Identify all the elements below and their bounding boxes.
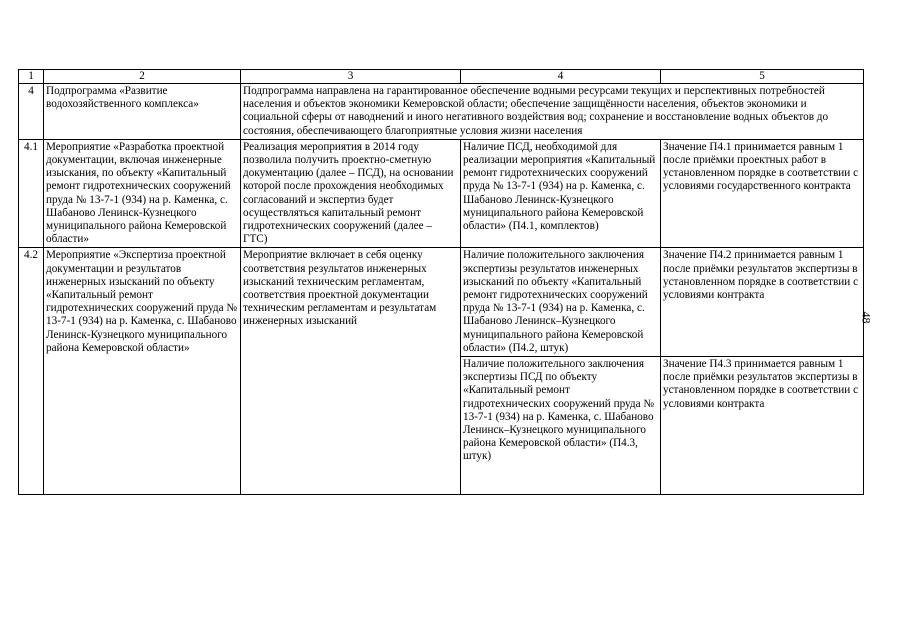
row-indicator: Наличие положительного заключения экспертизы ПСД по объекту «Капитальный ремонт гидротехнических сооружений пруда № 13-7-1 (934) на р. Каменка, с. Шабаново Ленинск–Кузнецкого муниципального района Кемеровской области» (П4.3, штук) (461, 357, 661, 495)
table-row (19, 84, 864, 140)
header-col-3: 3 (241, 70, 461, 84)
row-value: Значение П4.3 принимается равным 1 после приёмки результатов экспертизы в установленном порядке в соответствии с условиями контракта (661, 357, 864, 495)
header-col-5: 5 (661, 70, 864, 84)
row-indicator: Наличие положительного заключения экспертизы результатов инженерных изысканий по объекту «Капитальный ремонт гидротехнических сооружений пруда № 13-7-1 (934) на р. Каменка, с. Шабаново Ленинск–Кузнецкого муниципального района Кемеровской области» (П4.2, штук) (461, 248, 661, 357)
row-name: Мероприятие «Экспертиза проектной документации и результатов инженерных изысканий по объекту «Капитальный ремонт гидротехнических сооружений пруда № 13-7-1 (934) на р. Каменка, с. Шабаново Ленинск-Кузнецкого муниципального района Кемеровской области» (44, 248, 241, 495)
program-table (18, 69, 864, 495)
header-row (19, 70, 864, 84)
row-number: 4.2 (19, 248, 44, 495)
row-description: Мероприятие включает в себя оценку соответствия результатов инженерных изысканий техническим регламентам, соответствия проектной документации техническим регламентам и результатам инженерных изысканий (241, 248, 461, 495)
table-row (19, 248, 864, 357)
row-number: 4.1 (19, 139, 44, 248)
header-col-1: 1 (19, 70, 44, 84)
row-value: Значение П4.1 принимается равным 1 после приёмки проектных работ в установленном порядке в соответствии с условиями государственного контракта (661, 139, 864, 248)
table-row (19, 139, 864, 248)
row-description: Подпрограмма направлена на гарантированное обеспечение водными ресурсами текущих и перспективных потребностей населения и объектов экономики Кемеровской области; обеспечение защищённости населения, объектов экономики и социальной сферы от наводнений и иного негативного воздействия вод; сохранение и восстановление водных объектов до состояния, обеспечивающего благоприятные условия жизни населения (241, 84, 864, 140)
row-description: Реализация мероприятия в 2014 году позволила получить проектно-сметную документацию (далее – ПСД), на основании которой после прохождения необходимых согласований и экспертиз будет осуществляться капитальный ремонт гидротехнических сооружений (далее – ГТС) (241, 139, 461, 248)
header-col-2: 2 (44, 70, 241, 84)
page-number: 48 (859, 311, 874, 324)
row-indicator: Наличие ПСД, необходимой для реализации мероприятия «Капитальный ремонт гидротехнических сооружений пруда № 13-7-1 (934) на р. Каменка, с. Шабаново Ленинск-Кузнецкого муниципального района Кемеровской области» (П4.1, комплектов) (461, 139, 661, 248)
row-name: Подпрограмма «Развитие водохозяйственного комплекса» (44, 84, 241, 140)
row-number: 4 (19, 84, 44, 140)
row-name: Мероприятие «Разработка проектной документации, включая инженерные изыскания, по объекту «Капитальный ремонт гидротехнических сооружений пруда № 13-7-1 (934) на р. Каменка, с. Шабаново Ленинск-Кузнецкого муниципального района Кемеровской области» (44, 139, 241, 248)
header-col-4: 4 (461, 70, 661, 84)
row-value: Значение П4.2 принимается равным 1 после приёмки результатов экспертизы в установленном порядке в соответствии с условиями контракта (661, 248, 864, 357)
